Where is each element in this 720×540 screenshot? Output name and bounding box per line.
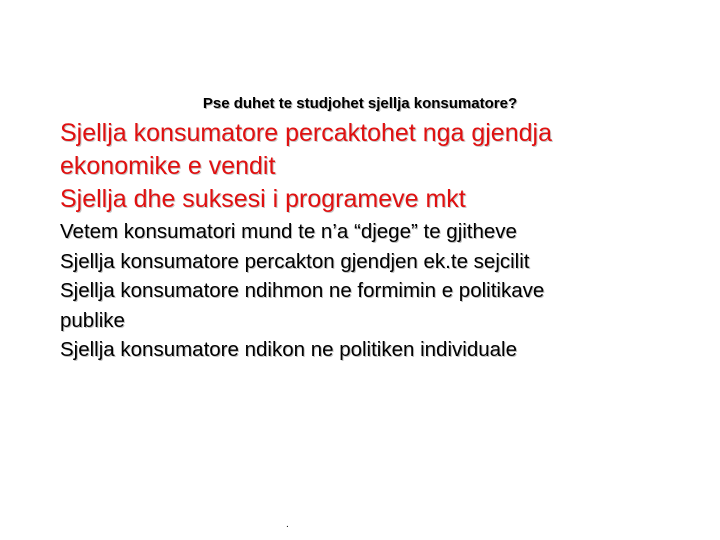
footer-mark: . xyxy=(286,519,289,530)
red-line-2: ekonomike e vendit xyxy=(60,152,276,180)
red-line-3: Sjellja dhe suksesi i programeve mkt xyxy=(60,185,466,213)
black-line-3: Sjellja konsumatore ndihmon ne formimin e politikave xyxy=(60,279,545,302)
black-line-4: publike xyxy=(60,308,125,332)
red-text-block xyxy=(60,117,680,216)
black-text-block xyxy=(60,217,680,365)
black-line-1: Vetem konsumatori mund te n’a “djege” te gjitheve xyxy=(60,220,517,243)
red-line-1: Sjellja konsumatore percaktohet nga gjendja xyxy=(60,119,552,147)
black-line-2: Sjellja konsumatore percakton gjendjen ek.te sejcilit xyxy=(60,249,530,273)
black-line-5: Sjellja konsumatore ndikon ne politiken individuale xyxy=(60,338,517,361)
slide-title: Pse duhet te studjohet sjellja konsumatore? xyxy=(202,95,518,112)
